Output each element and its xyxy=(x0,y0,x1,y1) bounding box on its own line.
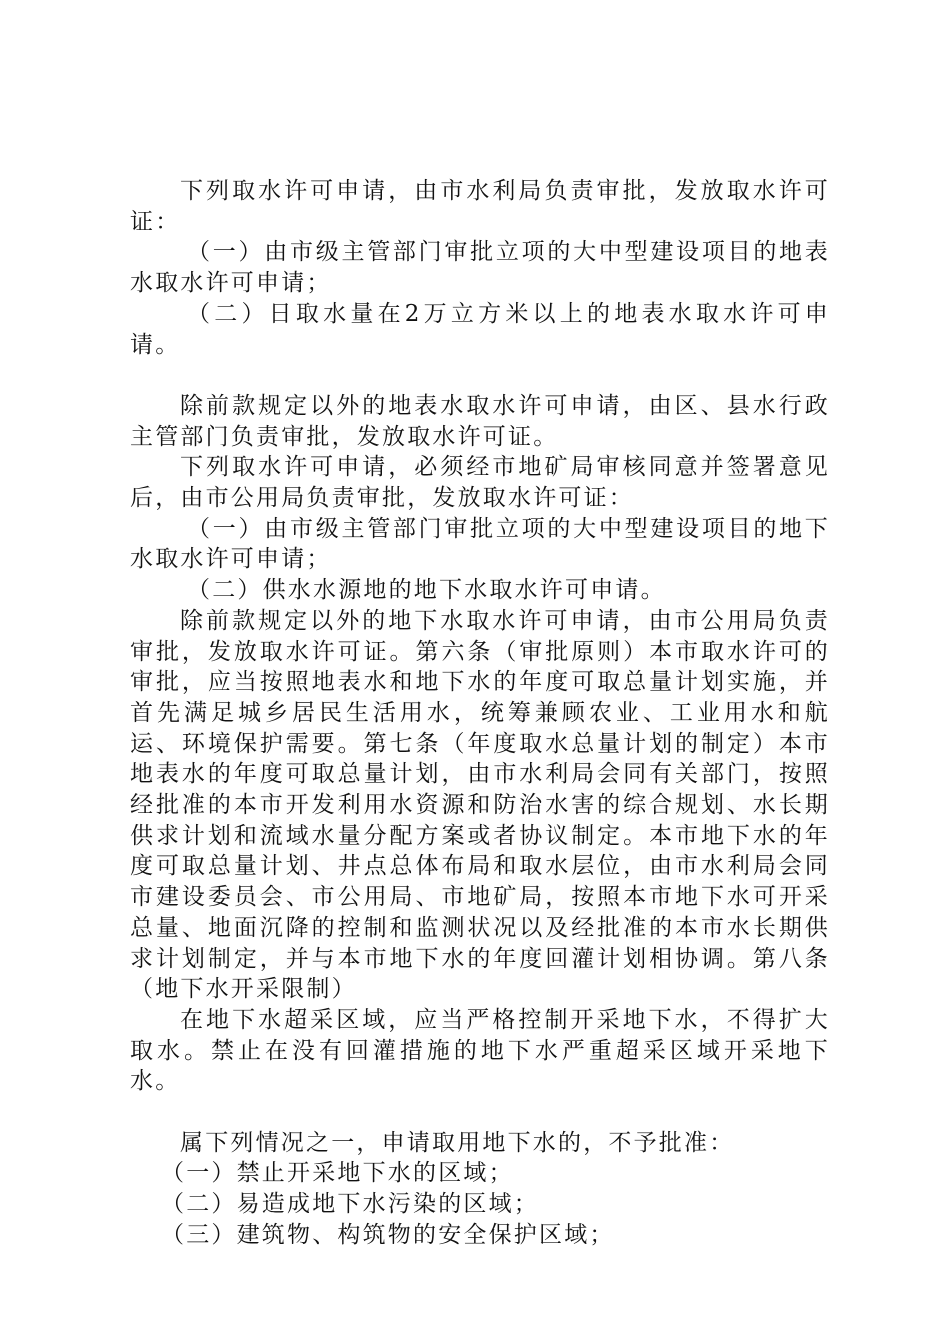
paragraph: （二）易造成地下水污染的区域； xyxy=(161,1191,539,1218)
paragraph-gap xyxy=(130,1097,830,1128)
paragraph: （三）建筑物、构筑物的安全保护区域； xyxy=(161,1221,615,1248)
paragraph: （二）供水水源地的地下水取水许可申请。 xyxy=(187,577,666,604)
document-body xyxy=(130,176,830,1251)
paragraph: 下列取水许可申请，必须经市地矿局审核同意并签署意见后，由市公用局负责审批，发放取水许可证： xyxy=(130,454,830,512)
paragraph: 下列取水许可申请，由市水利局负责审批，发放取水许可证： xyxy=(130,178,830,235)
paragraph: （一）由市级主管部门审批立项的大中型建设项目的地下水取水许可申请； xyxy=(130,515,830,573)
paragraph: （一）禁止开采地下水的区域； xyxy=(161,1160,514,1187)
paragraph: （一）由市级主管部门审批立项的大中型建设项目的地表水取水许可申请； xyxy=(130,239,830,297)
paragraph: 属下列情况之一，申请取用地下水的，不予批准： xyxy=(180,1129,735,1156)
paragraph: 除前款规定以外的地表水取水许可申请，由区、县水行政主管部门负责审批，发放取水许可证。 xyxy=(130,392,830,450)
paragraph: （二）日取水量在2万立方米以上的地表水取水许可申请。 xyxy=(130,300,830,358)
paragraph-gap xyxy=(130,360,830,391)
paragraph: 在地下水超采区域，应当严格控制开采地下水，不得扩大取水。禁止在没有回灌措施的地下水严重超采区域开采地下水。 xyxy=(130,1006,830,1095)
paragraph: 除前款规定以外的地下水取水许可申请，由市公用局负责审批，发放取水许可证。第六条（审批原则）本市取水许可的审批，应当按照地表水和地下水的年度可取总量计划实施，并首先满足城乡居民生活用水，统筹兼顾农业、工业用水和航运、环境保护需要。第七条（年度取水总量计划的制定）本市地表水的年度可取总量计划，由市水利局会同有关部门，按照经批准的本市开发利用水资源和防治水害的综合规划、水长期供求计划和流域水量分配方案或者协议制定。本市地下水的年度可取总量计划、井点总体布局和取水层位，由市水利局会同市建设委员会、市公用局、市地矿局，按照本市地下水可开采总量、地面沉降的控制和监测状况以及经批准的本市水长期供求计划制定，并与本市地下水的年度回灌计划相协调。第八条（地下水开采限制） xyxy=(130,607,830,1003)
